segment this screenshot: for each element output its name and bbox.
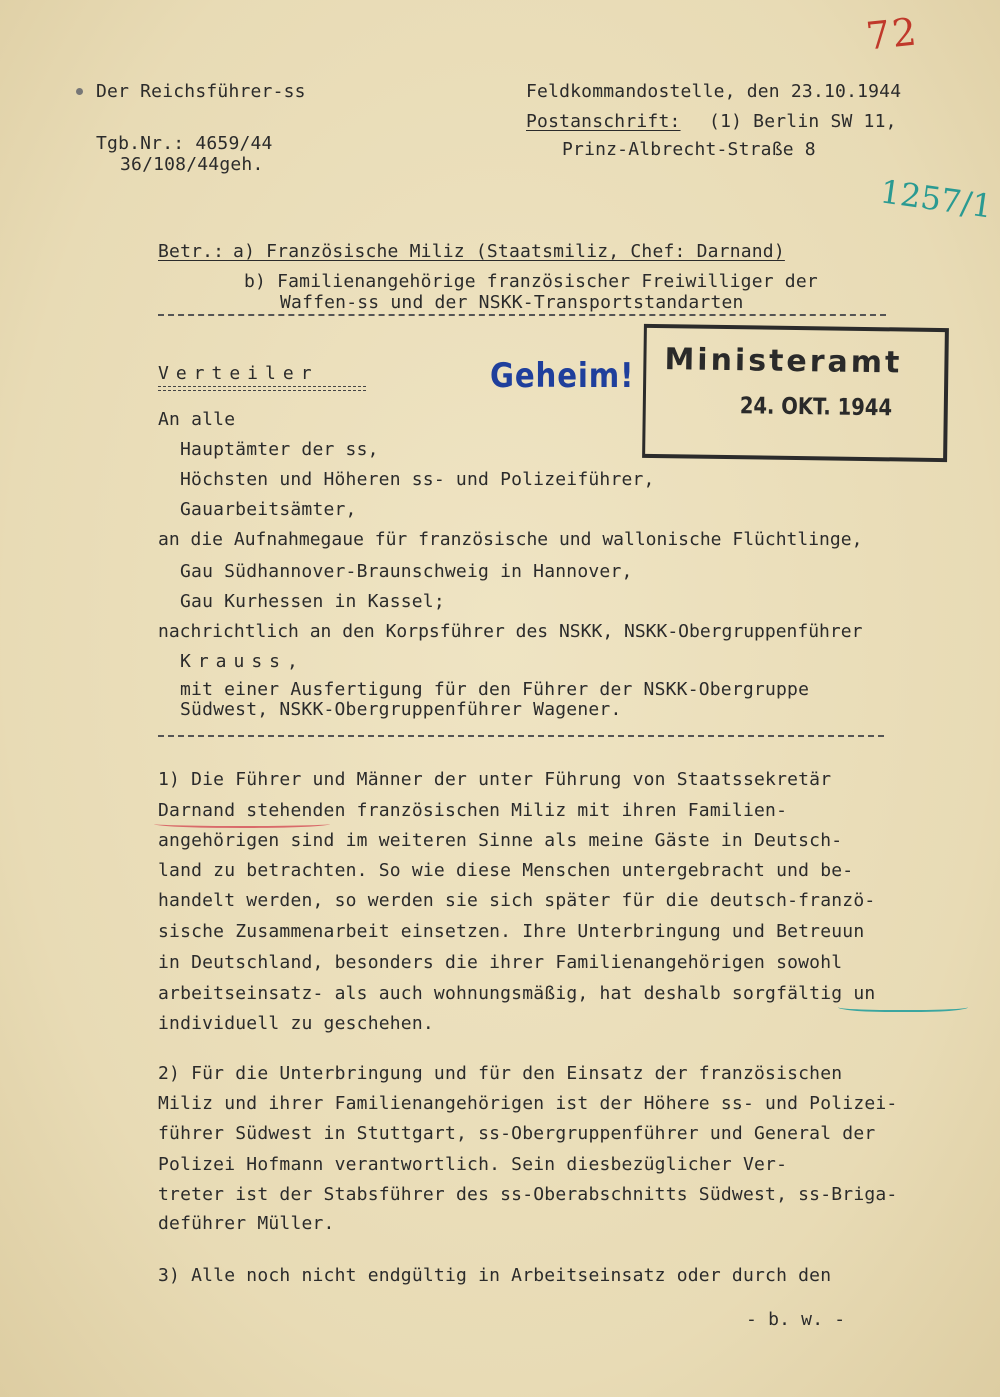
- green-handwritten-mark: 1257/1: [877, 172, 995, 226]
- distribution-line: mit einer Ausfertigung für den Führer der NSKK-Obergruppe: [180, 679, 810, 700]
- paragraph-1-line: in Deutschland, besonders die ihrer Familienangehörigen sowohl: [158, 952, 843, 973]
- paragraph-2-line: Polizei Hofmann verantwortlich. Sein diesbezüglicher Ver-: [158, 1154, 788, 1175]
- paragraph-2-line: 2) Für die Unterbringung und für den Einsatz der französischen: [158, 1063, 843, 1084]
- continued-marker: - b. w. -: [746, 1309, 846, 1330]
- paragraph-1-line: Darnand stehenden französischen Miliz mit ihren Familien-: [158, 800, 788, 821]
- distribution-heading-underline: [158, 386, 366, 391]
- red-underline-mark: [154, 820, 330, 828]
- place-date: Feldkommandostelle, den 23.10.1944: [526, 81, 902, 102]
- geheim-stamp: Geheim!: [490, 356, 635, 396]
- distribution-line: Gauarbeitsämter,: [180, 499, 357, 520]
- distribution-line: Gau Südhannover-Braunschweig in Hannover,: [180, 561, 633, 582]
- paragraph-1-line: arbeitseinsatz- als auch wohnungsmäßig, hat deshalb sorgfältig un: [158, 983, 876, 1004]
- reference-number: 36/108/44geh.: [120, 154, 264, 175]
- distribution-line: Südwest, NSKK-Obergruppenführer Wagener.: [180, 699, 622, 720]
- distribution-line: Höchsten und Höheren ss- und Polizeiführer,: [180, 469, 655, 490]
- distribution-dashed-rule: [158, 735, 884, 737]
- green-underline-mark: [838, 1000, 968, 1012]
- distribution-heading: Verteiler: [158, 363, 319, 384]
- paragraph-3-line: 3) Alle noch nicht endgültig in Arbeitseinsatz oder durch den: [158, 1265, 832, 1286]
- subject-b-line1: b) Familienangehörige französischer Freiwilliger der: [244, 271, 818, 292]
- paragraph-2-line: treter ist der Stabsführer des ss-Oberabschnitts Südwest, ss-Briga-: [158, 1184, 898, 1205]
- punch-hole: [76, 88, 83, 95]
- street-address: Prinz-Albrecht-Straße 8: [562, 139, 816, 160]
- subject-dashed-rule: [158, 314, 886, 316]
- ministeramt-stamp-title: Ministeramt: [664, 342, 903, 381]
- ministeramt-stamp-date: 24. OKT. 1944: [739, 393, 893, 422]
- paragraph-1-line: angehörigen sind im weiteren Sinne als meine Gäste in Deutsch-: [158, 830, 843, 851]
- paragraph-1-line: sische Zusammenarbeit einsetzen. Ihre Unterbringung und Betreuun: [158, 921, 865, 942]
- ministeramt-stamp: [642, 324, 949, 462]
- subject-b-line2: Waffen-ss und der NSKK-Transportstandarten: [280, 292, 744, 313]
- postanschrift-value: (1) Berlin SW 11,: [698, 111, 897, 132]
- page-number-annotation: 72: [863, 9, 921, 59]
- tgb-number: Tgb.Nr.: 4659/44: [96, 133, 273, 154]
- paragraph-1-line: 1) Die Führer und Männer der unter Führung von Staatssekretär: [158, 769, 832, 790]
- paragraph-1-line: handelt werden, so werden sie sich später für die deutsch-franzö-: [158, 890, 876, 911]
- distribution-line: An alle: [158, 409, 236, 430]
- subject-label: Betr.:: [158, 241, 225, 262]
- postanschrift-label: Postanschrift:: [526, 111, 681, 132]
- paragraph-1-line: land zu betrachten. So wie diese Menschen untergebracht und be-: [158, 860, 854, 881]
- subject-a: a) Französische Miliz (Staatsmiliz, Chef: Darnand): [222, 241, 785, 262]
- distribution-line: Gau Kurhessen in Kassel;: [180, 591, 445, 612]
- distribution-line: Krauss,: [180, 651, 305, 672]
- paragraph-2-line: führer Südwest in Stuttgart, ss-Obergruppenführer und General der: [158, 1123, 876, 1144]
- paragraph-1-line: individuell zu geschehen.: [158, 1013, 434, 1034]
- sender: Der Reichsführer-ss: [96, 81, 306, 102]
- paragraph-2-line: deführer Müller.: [158, 1213, 335, 1234]
- paragraph-2-line: Miliz und ihrer Familienangehörigen ist der Höhere ss- und Polizei-: [158, 1093, 898, 1114]
- distribution-line: nachrichtlich an den Korpsführer des NSKK, NSKK-Obergruppenführer: [158, 621, 863, 642]
- distribution-line: Hauptämter der ss,: [180, 439, 379, 460]
- distribution-line: an die Aufnahmegaue für französische und wallonische Flüchtlinge,: [158, 529, 863, 550]
